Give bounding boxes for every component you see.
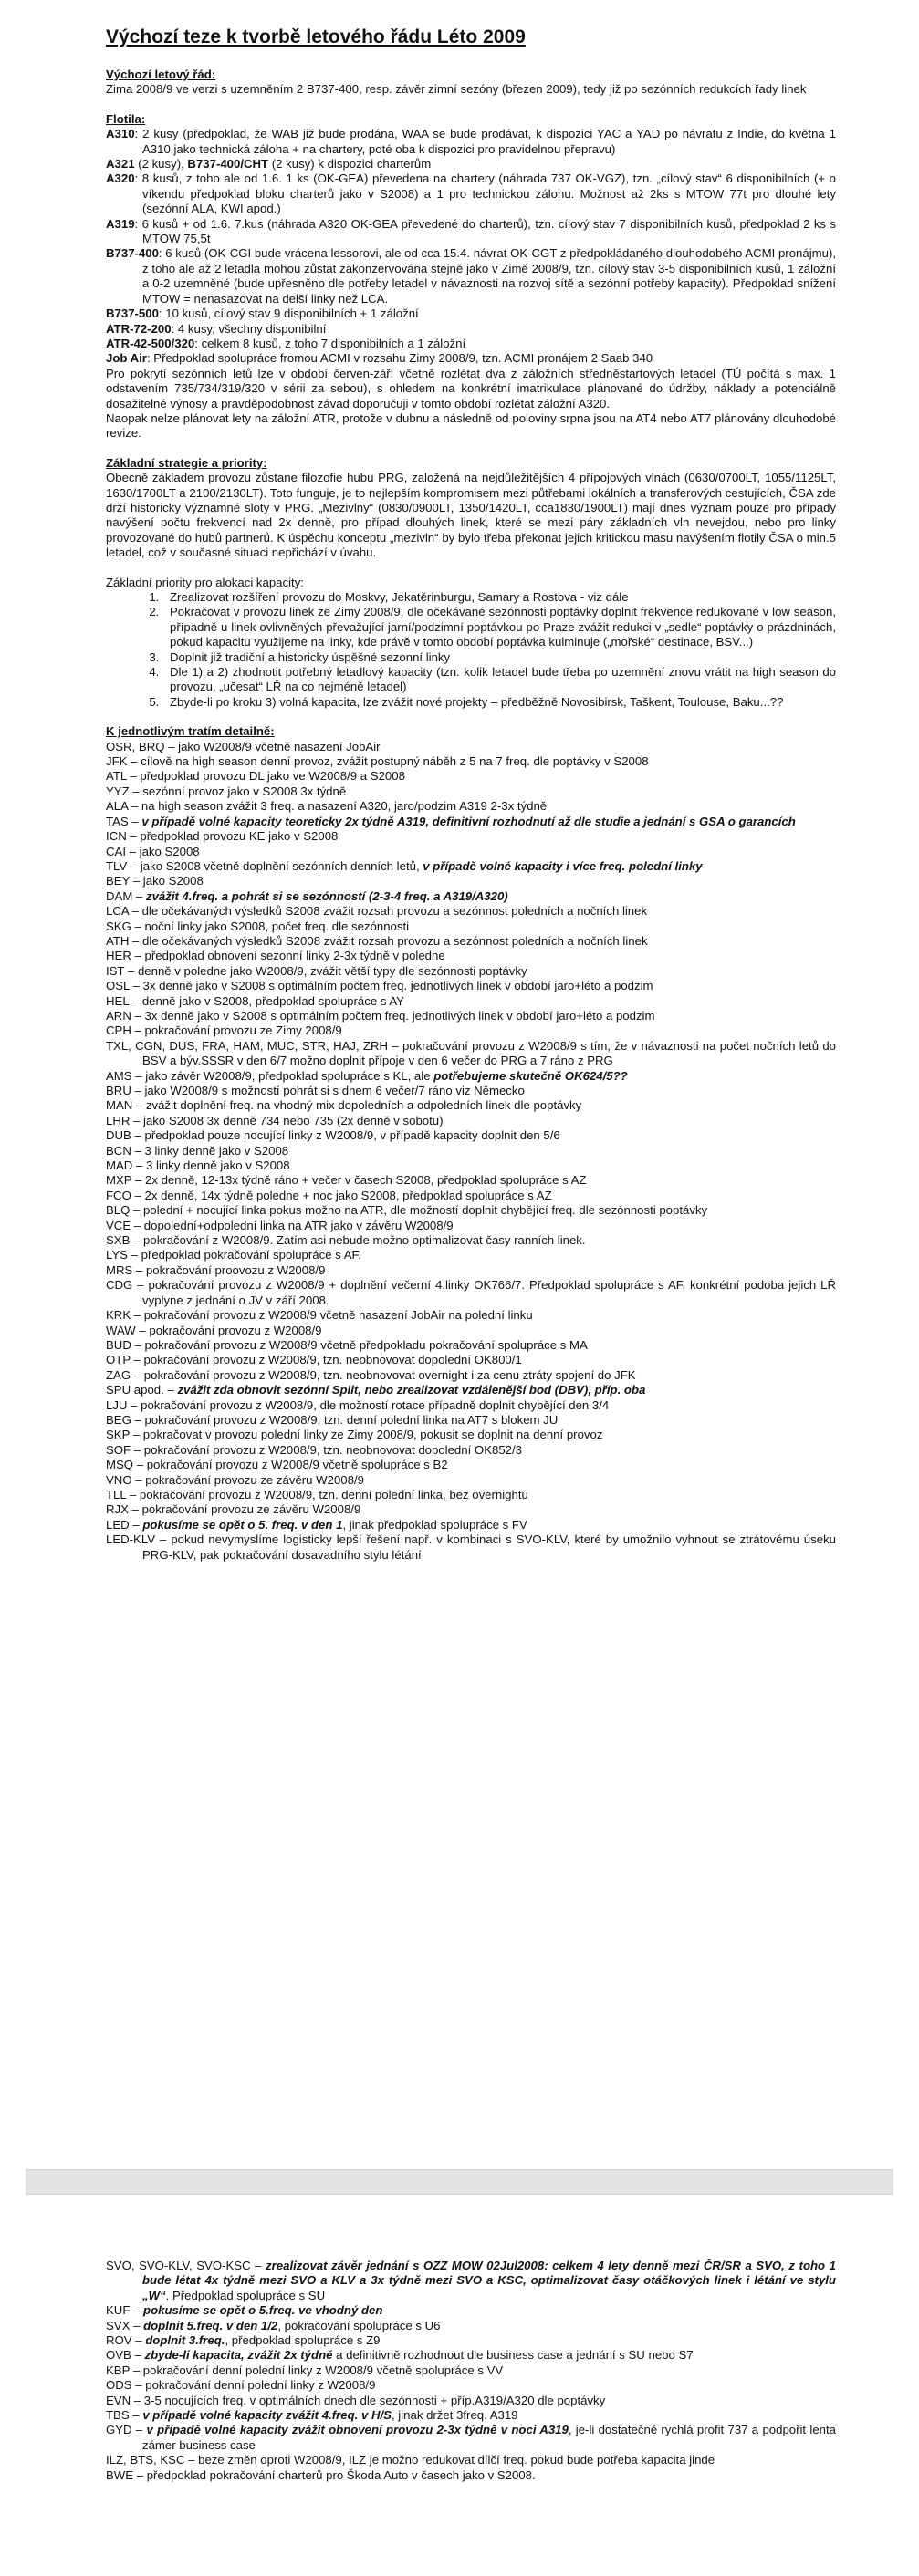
fleet-type-text: : 6 kusů (OK-CGI bude vrácena lessorovi, ale od cca 15.4. návrat OK-CGT z předpokládaného dlouhodobého ACMI pronájmu), z toho ale až 2 letadla mohou zůstat zakonzervována stejně jako v Zimě 2008/9, tzn. cílový stav 3-5 disponibilních kusů, 1 záložní a 0-2 uzemněné (bude upřesněno dle potřeby letadel v návaznosti na rozvoj sítě a sezónní potřeby kapacity). Předpoklad snížení MTOW = nenasazovat na delší linky než LCA. <box>142 246 836 306</box>
route-text: YYZ – sezónní provoz jako v S2008 3x týdně <box>106 784 347 798</box>
route-item <box>106 845 836 859</box>
route-text: OTP – pokračování provozu z W2008/9, tzn. neobnovovat dopolední OK800/1 <box>106 1353 522 1367</box>
priority-item: 2. Pokračovat v provozu linek ze Zimy 2008/9, dle očekávané sezónnosti poptávky doplnit frekvence redukované v low season, případně u linek ovlivněných převažující jarní/podzimní poptávkou po Praze zvážit redukci v „sedle“ poptávky o prázdninách, pokud kapacitu využijeme na linky, kde právě v tomto období poptávka kulminuje („mořské“ destinace, BSV...) <box>162 605 836 649</box>
fleet-type-text: : 6 kusů + od 1.6. 7.kus (náhrada A320 OK-GEA převedené do charterů), tzn. cílový stav 7 disponibilních kusů, předpoklad 2 ks s MTOW 75,5t <box>134 216 836 246</box>
fleet-item <box>106 306 836 321</box>
vychozi-text: Zima 2008/9 ve verzi s uzemněním 2 B737-400, resp. závěr zimní sezóny (březen 2009), tedy již po sezónních redukcích řady linek <box>106 82 807 97</box>
route-item <box>106 2348 836 2363</box>
route-text: , pokračování spolupráce s U6 <box>277 2318 441 2332</box>
route-item <box>106 1458 836 1472</box>
route-text: MAN – zvážit doplnění freq. na vhodný mix dopoledních a odpoledních linek dle poptávky <box>106 1098 582 1113</box>
route-item <box>106 2423 836 2453</box>
route-text: CAI – jako S2008 <box>106 844 200 858</box>
section-heading-trate: K jednotlivým tratím detailně: <box>106 724 275 739</box>
fleet-type-name: B737-400/CHT <box>187 157 269 171</box>
route-item <box>106 994 836 1009</box>
fleet-item <box>106 322 836 337</box>
fleet-type-text: (2 kusy) k dispozici charterům <box>268 157 432 171</box>
route-item <box>106 2319 836 2333</box>
route-item <box>106 904 836 919</box>
route-emphasis: v případě volné kapacity zvážit 4.freq. v H/S <box>142 2408 392 2423</box>
route-text: LED-KLV – pokud nevymyslíme logisticky lepší řešení např. v kombinaci s SVO-KLV, které by umožnilo vyhnout se ztrátovému úseku PRG-KLV, pak pokračování dosavadního stylu létání <box>106 1532 836 1562</box>
route-item <box>106 964 836 979</box>
route-text: MXP – 2x denně, 12-13x týdně ráno + večer v časech S2008, předpoklad spolupráce s AZ <box>106 1173 587 1188</box>
route-text: OSR, BRQ – jako W2008/9 včetně nasazení JobAir <box>106 739 381 753</box>
route-emphasis: v případě volné kapacity i více freq. polední linky <box>423 858 703 873</box>
fleet-type-text: : 10 kusů, cílový stav 9 disponibilních + 1 záložní <box>158 306 419 321</box>
fleet-list <box>106 127 836 367</box>
route-item <box>106 740 836 754</box>
route-text: AMS – jako závěr W2008/9, předpoklad spolupráce s KL, ale <box>106 1068 434 1083</box>
route-text: , jinak předpoklad spolupráce s FV <box>342 1517 527 1532</box>
strategy-text: Obecně základem provozu zůstane filozofie hubu PRG, založená na nejdůležitějších 4 přípojových vlnách (0630/0700LT, 1055/1125LT, 1630/1700LT a 2100/2130LT). Toto funguje, je to nejlepším kompromisem mezi půtřebami lokálních a transferových cestujících, ČSA zde drží historicky významné sloty v PRG. „Mezivlny“ (0830/0900LT, 1350/1420LT, cca1830/1900LT) mají dnes význam pouze pro případy navýšení počtu frekvencí nad 2x denně, pro případ dlouhých linek, které se mezi páry základních vln nevejdou, nebo pro linky provozované do hubů partnerů. K úspěchu konceptu „mezivln“ by bylo třeba překonat jejich kritickou masu navýšením flotily ČSA o min.5 letadel, což v současné situaci nepřichází v úvahu. <box>106 471 836 560</box>
fleet-item <box>106 171 836 216</box>
fleet-type-name: B737-500 <box>106 306 159 321</box>
route-emphasis: zbyde-li kapacita, zvážit 2x týdně <box>144 2348 333 2363</box>
route-item <box>106 1144 836 1158</box>
route-list <box>106 740 836 1563</box>
route-item <box>106 1324 836 1338</box>
priority-list <box>106 590 836 710</box>
route-item <box>106 1248 836 1262</box>
route-text: TXL, CGN, DUS, FRA, HAM, MUC, STR, HAJ, ZRH – pokračování provozu z W2008/9 s tím, že v návaznosti na počet nočních letů do BSV a býv.SSSR v den 6/7 možno doplnit přípoje v den 6 večer do PRG a 7 ráno z PRG <box>106 1038 836 1068</box>
route-text: MSQ – pokračování provozu z W2008/9 včetně spolupráce s B2 <box>106 1458 448 1472</box>
route-text: RJX – pokračování provozu ze závěru W2008/9 <box>106 1502 361 1517</box>
route-text: a definitivně rozhodnout dle business case a jednání s SU nebo S7 <box>332 2348 694 2363</box>
fleet-type-name: A320 <box>106 171 135 186</box>
route-item <box>106 1308 836 1323</box>
fleet-type-text: : 2 kusy (předpoklad, že WAB již bude prodána, WAA se bude prodávat, k dispozici YAC a YAD po návratu z Indie, do května 1 A310 jako technická záloha + na chartery, poté oba k dispozici pro pravidelnou přepravu) <box>134 127 836 156</box>
route-item <box>106 2468 836 2483</box>
route-text: KBP – pokračování denní polední linky z W2008/9 včetně spolupráce s VV <box>106 2363 504 2377</box>
route-text: TLV – jako S2008 včetně doplnění sezónních denních letů, <box>106 858 423 873</box>
route-text: LYS – předpoklad pokračování spolupráce s AF. <box>106 1248 361 1262</box>
route-item <box>106 2363 836 2378</box>
route-item <box>106 1532 836 1563</box>
route-item <box>106 815 836 829</box>
route-emphasis: doplnit 5.freq. v den 1/2 <box>143 2318 278 2332</box>
fleet-type-name: A310 <box>106 127 135 141</box>
route-text: SOF – pokračování provozu z W2008/9, tzn. neobnovovat dopolední OK852/3 <box>106 1442 522 1457</box>
route-text: BEY – jako S2008 <box>106 874 204 888</box>
route-item <box>106 1098 836 1113</box>
fleet-type-text: : celkem 8 kusů, z toho 7 disponibilních a 1 záložní <box>194 336 466 350</box>
fleet-paragraph: Naopak nelze plánovat lety na záložní ATR, protože v dubnu a následně od poloviny srpna jsou na AT4 nebo AT7 plánovány dlouhodobé revize. <box>106 410 836 441</box>
priorities-intro: Základní priority pro alokaci kapacity: <box>106 575 304 589</box>
route-item <box>106 1173 836 1188</box>
route-item <box>106 2259 836 2303</box>
route-item <box>106 1069 836 1084</box>
route-emphasis: v případě volné kapacity teoreticky 2x týdně A319, definitivní rozhodnutí až dle studie a jednání s GSA o garancích <box>141 814 796 828</box>
route-item <box>106 859 836 874</box>
route-text: BCN – 3 linky denně jako v S2008 <box>106 1143 289 1158</box>
route-text: JFK – cílově na high season denní provoz, zvážit postupný náběh z 5 na 7 freq. dle poptávky v S2008 <box>106 754 649 769</box>
route-text: , jinak držet 3freq. A319 <box>391 2408 518 2423</box>
route-text: MAD – 3 linky denně jako v S2008 <box>106 1158 290 1173</box>
fleet-item <box>106 157 836 171</box>
route-item <box>106 1009 836 1023</box>
route-text: HEL – denně jako v S2008, předpoklad spolupráce s AY <box>106 993 404 1008</box>
fleet-type-name: ATR-72-200 <box>106 321 172 336</box>
fleet-paragraph: Pro pokrytí sezónních letů lze v období červen-září včetně rozlétat dva z záložních středněstartových letadel (TÚ počítá s max. 1 odstavením 735/734/319/320 v sérii za sebou), s ohledem na konkrétní imatrikulace plánované do údržby, náklady a potenciálně dosažitelné výnosy a pravděpodobnost závad doporučuji v tomto období rozlétat záložní A320. <box>106 366 836 410</box>
route-emphasis: zrealizovat závěr jednání s OZZ MOW 02Jul2008: celkem 4 lety denně mezi ČR/SR a SVO, z toho 1 bude létat 4x týdně mezi SVO a KLV a 3x týdně mezi SVO a KSC, optimalizovat časy otáčkových linek i létání ve stylu „W“ <box>142 2259 836 2302</box>
route-item <box>106 1443 836 1458</box>
route-item <box>106 1219 836 1233</box>
fleet-type-text: (2 kusy), <box>134 157 188 171</box>
fleet-type-text: : Předpoklad spolupráce fromou ACMI v rozsahu Zimy 2008/9, tzn. ACMI pronájem 2 Saab 340 <box>146 351 653 366</box>
fleet-type-name: A319 <box>106 216 135 231</box>
route-item <box>106 1203 836 1218</box>
route-text: CDG – pokračování provozu z W2008/9 + doplnění večerní 4.linky OK766/7. Předpoklad spolupráce s AF, konkrétní podoba jejich LŘ vyplyne z jednání o JV v září 2008. <box>106 1278 836 1307</box>
fleet-item <box>106 246 836 306</box>
route-item <box>106 1413 836 1428</box>
priority-item: 4. Dle 1) a 2) zhodnotit potřebný letadlový kapacity (tzn. kolik letadel bude třeba po uzemnění znovu vrátit na high season do provozu, „učesat“ LŘ na co nejméně letadel) <box>162 665 836 695</box>
route-text: MRS – pokračování proovozu z W2008/9 <box>106 1262 326 1277</box>
route-emphasis: zvážit 4.freq. a pohrát si se sezónností (2-3-4 freq. a A319/A320) <box>145 888 508 903</box>
route-text: BUD – pokračování provozu z W2008/9 včetně předpokladu pokračování spolupráce s MA <box>106 1337 588 1352</box>
fleet-type-text: : 4 kusy, všechny disponibilní <box>171 321 327 336</box>
route-emphasis: zvážit zda obnovit sezónní Split, nebo zrealizovat vzdálenější bod (DBV), příp. oba <box>177 1383 646 1397</box>
route-text: ZAG – pokračování provozu z W2008/9, tzn. neobnovovat overnight i za cenu ztráty spojení do JFK <box>106 1367 636 1382</box>
route-item <box>106 1084 836 1098</box>
route-text: SVO, SVO-KLV, SVO-KSC – <box>106 2259 266 2272</box>
route-text: GYD – <box>106 2423 147 2437</box>
route-item <box>106 1398 836 1413</box>
document-section-1 <box>106 26 836 1563</box>
route-emphasis: pokusíme se opět o 5. freq. v den 1 <box>142 1517 343 1532</box>
priority-item: 5. Zbyde-li po kroku 3) volná kapacita, lze zvážit nové projekty – předběžně Novosibirsk, Taškent, Toulouse, Baku...?? <box>162 695 836 710</box>
route-item <box>106 1158 836 1173</box>
route-item <box>106 769 836 784</box>
route-item <box>106 934 836 949</box>
route-text: BLQ – polední + nocující linka pokus možno na ATR, dle možností doplnit chybějící freq. dle sezónnosti poptávky <box>106 1203 708 1218</box>
route-item <box>106 784 836 799</box>
route-text: LED – <box>106 1517 143 1532</box>
route-item <box>106 2408 836 2423</box>
route-item <box>106 1353 836 1367</box>
fleet-type-name: Job Air <box>106 351 147 366</box>
route-emphasis: pokusíme se opět o 5.freq. ve vhodný den <box>143 2303 383 2318</box>
route-text: BWE – předpoklad pokračování charterů pro Škoda Auto v časech jako v S2008. <box>106 2467 536 2482</box>
route-item <box>106 1128 836 1143</box>
route-item <box>106 1233 836 1248</box>
route-text: VCE – dopolední+odpolední linka na ATR jako v závěru W2008/9 <box>106 1218 454 1232</box>
route-text: BEG – pokračování provozu z W2008/9, tzn. denní polední linka na AT7 s blokem JU <box>106 1412 559 1427</box>
route-text: SKG – noční linky jako S2008, počet freq. dle sezónnosti <box>106 919 410 933</box>
route-item <box>106 1368 836 1383</box>
route-text: ROV – <box>106 2333 146 2348</box>
route-text: SVX – <box>106 2318 144 2332</box>
route-item <box>106 919 836 934</box>
route-item <box>106 2394 836 2408</box>
route-text: ICN – předpoklad provozu KE jako v S2008 <box>106 829 339 844</box>
route-item <box>106 2333 836 2348</box>
route-item <box>106 979 836 993</box>
route-item <box>106 1039 836 1069</box>
route-text: WAW – pokračování provozu z W2008/9 <box>106 1323 322 1337</box>
route-item <box>106 1518 836 1532</box>
route-item <box>106 889 836 904</box>
route-item <box>106 754 836 769</box>
fleet-type-name: A321 <box>106 157 135 171</box>
route-text: FCO – 2x denně, 14x týdně poledne + noc jako S2008, předpoklad spolupráce s AZ <box>106 1188 552 1202</box>
route-text: HER – předpoklad obnovení sezonní linky 2-3x týdně v poledne <box>106 949 445 963</box>
route-text: ATL – předpoklad provozu DL jako ve W2008/9 a S2008 <box>106 769 405 784</box>
route-text: TAS – <box>106 814 142 828</box>
route-text: KUF – <box>106 2303 144 2318</box>
fleet-item <box>106 337 836 351</box>
route-item <box>106 1488 836 1502</box>
route-text: , předpoklad spolupráce s Z9 <box>225 2333 381 2348</box>
route-text: VNO – pokračování provozu ze závěru W2008/9 <box>106 1472 364 1487</box>
route-item <box>106 1473 836 1488</box>
priority-item: 1. Zrealizovat rozšíření provozu do Moskvy, Jekatěrinburgu, Samary a Rostova - viz dále <box>162 590 836 605</box>
section-heading-flotila: Flotila: <box>106 111 146 126</box>
route-text: BRU – jako W2008/9 s možností pohrát si s dnem 6 večer/7 ráno viz Německo <box>106 1084 525 1097</box>
fleet-item <box>106 127 836 157</box>
route-text: ATH – dle očekávaných výsledků S2008 zvážit rozsah provozu a sezónnost poledních a nočních linek <box>106 933 648 948</box>
route-item <box>106 2453 836 2467</box>
route-item <box>106 2303 836 2318</box>
priority-item: 3. Doplnit již tradiční a historicky úspěšné sezonní linky <box>162 650 836 665</box>
route-text: OSL – 3x denně jako v S2008 s optimálním počtem freq. jednotlivých linek v období jaro+léto a podzim <box>106 979 653 993</box>
route-emphasis: potřebujeme skutečně OK624/5?? <box>433 1068 628 1083</box>
route-text: LCA – dle očekávaných výsledků S2008 zvážit rozsah provozu a sezónnost poledních a nočních linek <box>106 904 648 919</box>
route-item <box>106 829 836 844</box>
route-list <box>106 2259 836 2483</box>
route-text: KRK – pokračování provozu z W2008/9 včetně nasazení JobAir na polední linku <box>106 1308 533 1323</box>
section-heading-strategie: Základní strategie a priority: <box>106 455 267 470</box>
route-text: TBS – <box>106 2408 143 2423</box>
route-text: . Předpoklad spolupráce s SU <box>165 2288 326 2302</box>
route-text: IST – denně v poledne jako W2008/9, zvážit větší typy dle sezónnosti poptávky <box>106 963 527 978</box>
route-text: LJU – pokračování provozu z W2008/9, dle možností rotace případně doplnit chybějící den 3/4 <box>106 1397 610 1412</box>
fleet-item <box>106 351 836 366</box>
route-text: ALA – na high season zvážit 3 freq. a nasazení A320, jaro/podzim A319 2-3x týdně <box>106 799 548 814</box>
route-text: SKP – pokračovat v provozu polední linky ze Zimy 2008/9, pokusit se doplnit na denní provoz <box>106 1428 603 1442</box>
route-item <box>106 1338 836 1353</box>
route-text: , je-li dostatečně rychlá profit 737 a podpořit lenta zámer business case <box>142 2423 836 2452</box>
route-text: OVB – <box>106 2348 145 2363</box>
route-item <box>106 799 836 814</box>
route-item <box>106 1189 836 1203</box>
route-item <box>106 1023 836 1038</box>
section-heading-vychozi: Výchozí letový řád: <box>106 68 216 81</box>
route-text: EVN – 3-5 nocujících freq. v optimálních dnech dle sezónnosti + příp.A319/A320 dle poptávky <box>106 2393 606 2407</box>
route-item <box>106 1428 836 1442</box>
fleet-item <box>106 217 836 247</box>
route-item <box>106 1278 836 1308</box>
route-item <box>106 949 836 963</box>
route-text: ARN – 3x denně jako v S2008 s optimálním počtem freq. jednotlivých linek v období jaro+léto a podzim <box>106 1008 655 1023</box>
route-text: SXB – pokračování z W2008/9. Zatím asi nebude možno optimalizovat časy ranních linek. <box>106 1233 586 1248</box>
route-text: DUB – předpoklad pouze nocující linky z W2008/9, v případě kapacity doplnit den 5/6 <box>106 1128 560 1143</box>
route-emphasis: doplnit 3.freq. <box>145 2333 225 2348</box>
route-text: ODS – pokračování denní polední linky z W2008/9 <box>106 2378 376 2393</box>
fleet-type-text: : 8 kusů, z toho ale od 1.6. 1 ks (OK-GEA) převedena na chartery (náhrada 737 OK-VGZ), tzn. „cílový stav“ 6 disponibilních (+ o víkendu předpoklad bloku charterů jako v S2008) a 1 pro technickou zálohu. Možnost až 2ks s MTOW 77t pro dlouhé lety (sezónní ALA, KWI apod.) <box>134 171 836 216</box>
route-item <box>106 2378 836 2393</box>
route-text: DAM – <box>106 888 146 903</box>
route-item <box>106 1502 836 1517</box>
route-text: CPH – pokračování provozu ze Zimy 2008/9 <box>106 1023 342 1038</box>
route-text: TLL – pokračování provozu z W2008/9, tzn. denní polední linka, bez overnightu <box>106 1487 528 1501</box>
fleet-type-name: ATR-42-500/320 <box>106 336 195 350</box>
route-item <box>106 874 836 888</box>
route-item <box>106 1383 836 1397</box>
route-text: LHR – jako S2008 3x denně 734 nebo 735 (2x denně v sobotu) <box>106 1113 444 1127</box>
document-title: Výchozí teze k tvorbě letového řádu Léto 2009 <box>106 26 526 47</box>
route-item <box>106 1114 836 1128</box>
route-text: ILZ, BTS, KSC – beze změn oproti W2008/9, ILZ je možno redukovat dílčí freq. pokud bude potřeba kapacita jinde <box>106 2453 715 2467</box>
page-break-separator <box>26 2169 893 2195</box>
route-emphasis: v případě volné kapacity zvážit obnovení provozu 2-3x týdně v noci A319 <box>146 2423 569 2437</box>
fleet-type-name: B737-400 <box>106 246 159 261</box>
document-section-2 <box>106 2259 836 2483</box>
route-item <box>106 1263 836 1278</box>
route-text: SPU apod. – <box>106 1383 178 1397</box>
